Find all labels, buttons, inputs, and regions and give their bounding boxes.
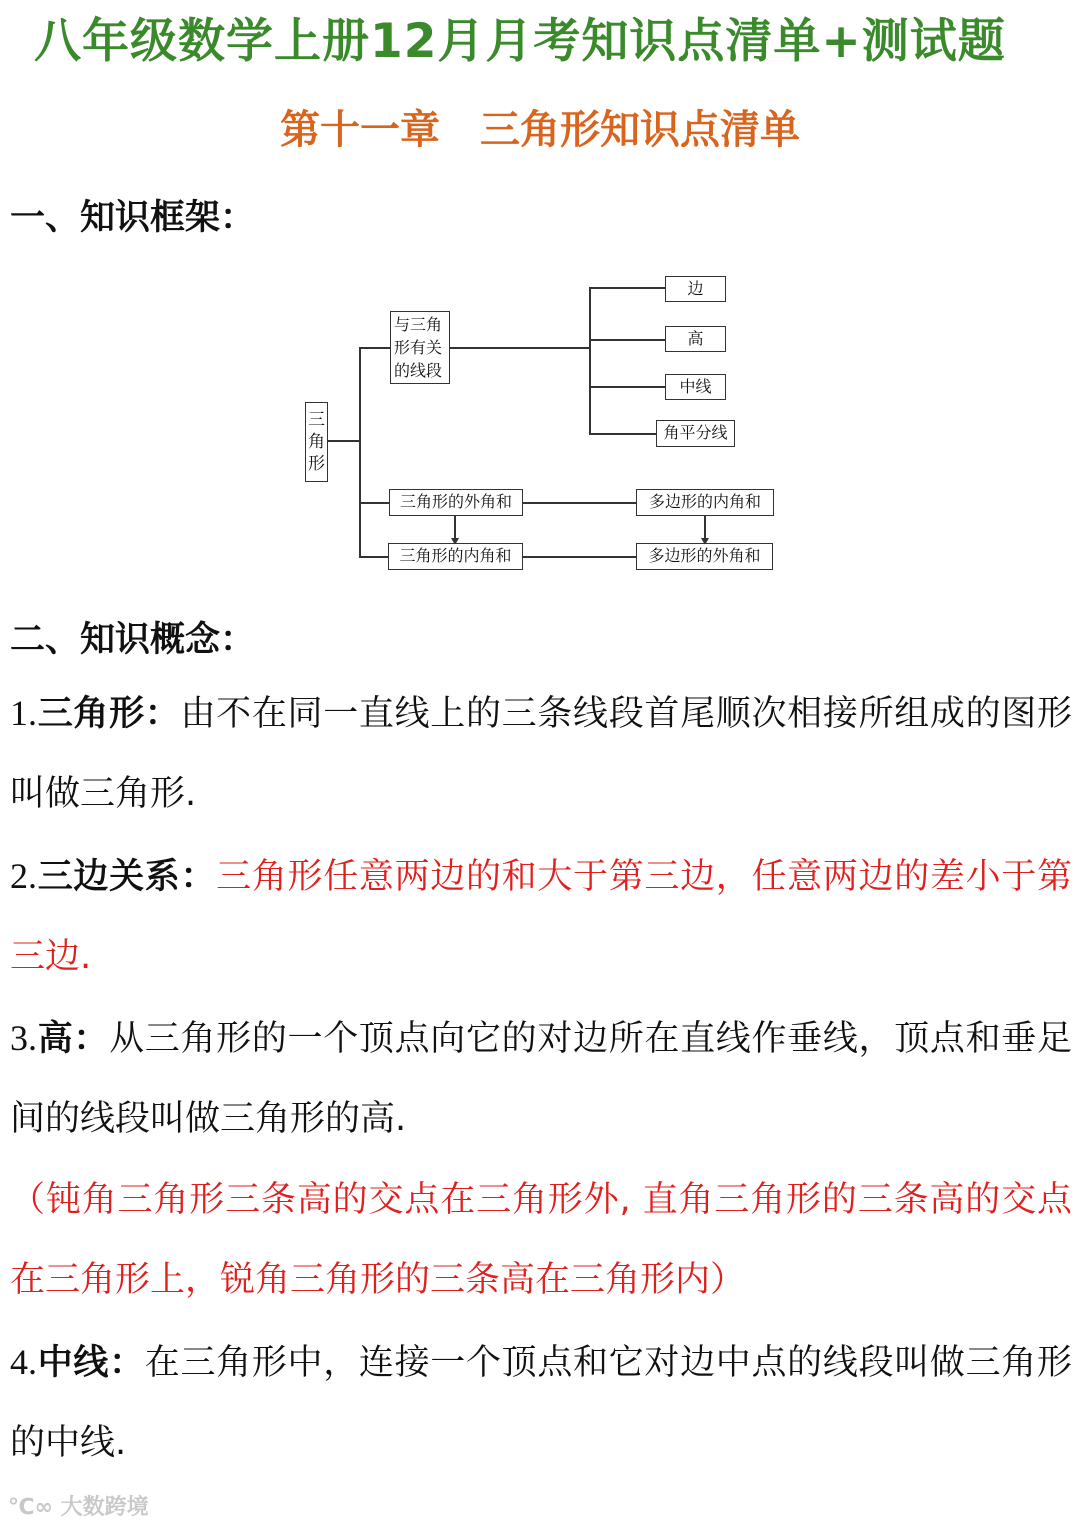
framework-heading: 一、知识框架：: [10, 198, 256, 238]
connector: [359, 347, 361, 557]
connector: [327, 440, 360, 442]
angle-label: 三角形的内角和: [399, 546, 512, 566]
concept-text: 在三角形中，连接一个顶点和它对边中点的线段叫做三角形的中线.: [10, 1343, 1072, 1463]
triangle-exterior-sum-box: [389, 489, 523, 516]
concepts-heading: 二、知识概念：: [10, 620, 256, 660]
concept-number: 4.: [10, 1342, 37, 1382]
polygon-exterior-sum-box: [636, 543, 773, 570]
concept-side-relation: [10, 836, 1072, 997]
connector: [359, 347, 391, 349]
connector: [589, 287, 591, 434]
connector: [359, 502, 390, 504]
angle-label: 多边形的内角和: [648, 492, 761, 512]
concept-number: 1.: [10, 693, 37, 733]
segment-side-box: [665, 276, 726, 302]
connector: [589, 287, 666, 289]
concept-term: 高：: [37, 1019, 110, 1059]
angle-label: 多边形的外角和: [648, 546, 761, 566]
concept-text: 三角形任意两边的和大于第三边，任意两边的差小于第三边.: [10, 857, 1072, 977]
concept-text: 从三角形的一个顶点向它的对边所在直线作垂线，顶点和垂足间的线段叫做三角形的高.: [10, 1019, 1072, 1139]
altitude-note: （钝角三角形三条高的交点在三角形外, 直角三角形的三条高的交点在三角形上，锐角三角形的三条高在三角形内）: [10, 1180, 1072, 1300]
connector: [359, 556, 389, 558]
segment-label: 中线: [679, 376, 712, 396]
triangle-root-box: [305, 402, 328, 482]
connector: [589, 386, 666, 388]
concept-text: 由不在同一直线上的三条线段首尾顺次相接所组成的图形叫做三角形.: [10, 694, 1072, 814]
angle-label: 三角形的外角和: [399, 492, 512, 512]
segment-bisector-box: [656, 420, 735, 447]
segment-median-box: [665, 374, 726, 400]
watermark-icon: ℃∞: [8, 1495, 61, 1520]
connector: [454, 516, 456, 540]
concept-number: 2.: [10, 856, 37, 896]
page-title: 八年级数学上册12月月考知识点清单+测试题: [34, 14, 1006, 69]
concept-term: 中线：: [37, 1343, 145, 1383]
watermark: [8, 1490, 149, 1521]
connector: [450, 347, 590, 349]
segment-height-box: [665, 326, 726, 352]
connector: [523, 502, 636, 504]
triangle-interior-sum-box: [388, 543, 523, 570]
concept-term: 三角形：: [37, 694, 181, 734]
chapter-title: 第十一章 三角形知识点清单: [280, 107, 800, 153]
segments-group-box: [390, 311, 450, 384]
concept-altitude: [10, 998, 1072, 1159]
concept-median: [10, 1322, 1072, 1483]
segments-group-label: 与三角形有关的线段: [394, 315, 443, 380]
connector: [589, 433, 657, 435]
concept-term: 三边关系：: [37, 857, 217, 897]
watermark-text: 大数跨境: [60, 1495, 149, 1520]
polygon-interior-sum-box: [636, 489, 774, 516]
connector: [704, 516, 706, 540]
concept-number: 3.: [10, 1018, 37, 1058]
knowledge-framework-diagram: [0, 0, 1080, 600]
segment-label: 角平分线: [663, 423, 728, 443]
concept-triangle: [10, 673, 1072, 834]
segment-label: 高: [687, 328, 704, 348]
diagram-root-label: 三角形: [308, 410, 325, 474]
segment-label: 边: [687, 278, 704, 298]
arrow-down-icon: [701, 538, 709, 545]
connector: [589, 339, 666, 341]
arrow-down-icon: [451, 538, 459, 545]
connector: [523, 556, 636, 558]
